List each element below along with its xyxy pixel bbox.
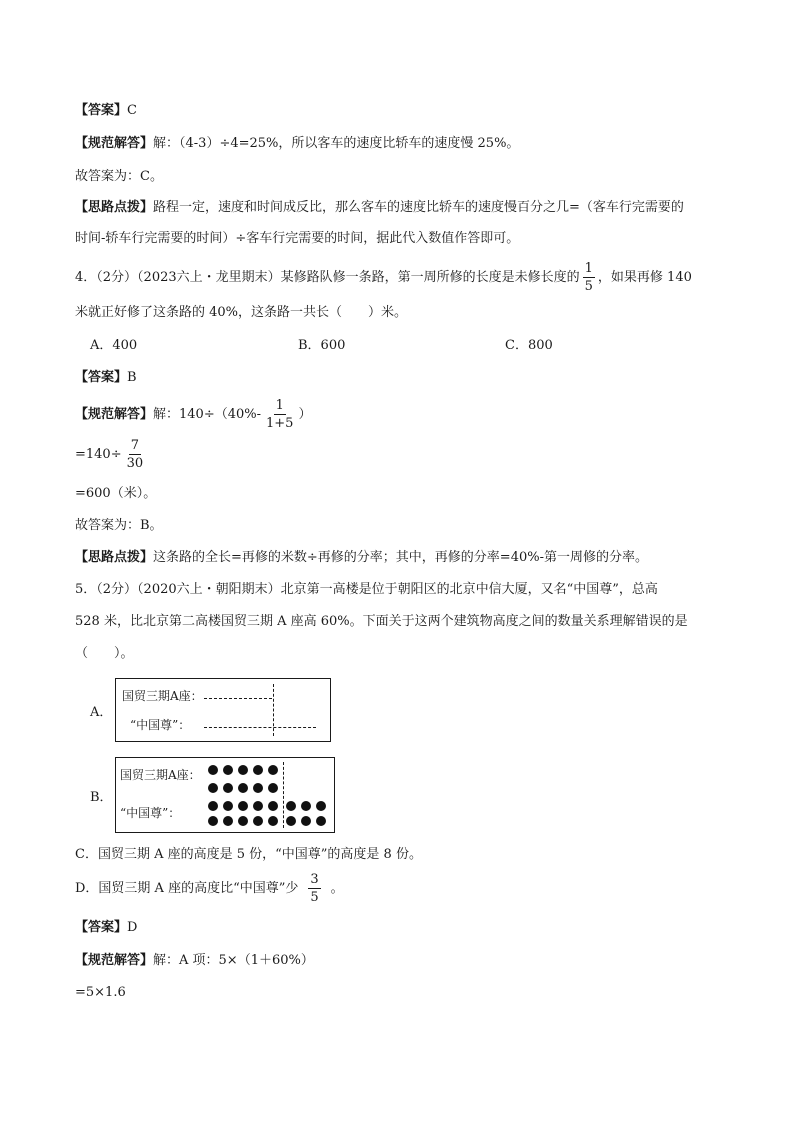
question-5-line-1: 5．（2分）（2020六上・朝阳期末）北京第一高楼是位于朝阳区的北京中信大厦，又名“中国尊”，总高 [75,582,658,597]
diagram-b-label-guomao: 国贸三期A座： [120,768,201,782]
guomao-dot [253,765,263,775]
conclusion-line: 故答案为：C。 [75,169,163,184]
q4-answer-text: B [127,370,137,385]
diagram-a-divider [273,684,274,736]
q4-sol-l2a: =140÷ [75,447,122,462]
question-5-line-2: 528 米，比北京第二高楼国贸三期 A 座高 60%。下面关于这两个建筑物高度之间的数量关系理解错误的是 [75,614,688,629]
q5-option-d-b: 。 [330,881,344,896]
guomao-dot [208,765,218,775]
q4-option-b: B．600 [298,338,346,353]
q5-answer-tag: 【答案】 [75,920,128,935]
zhongguozun-dot [253,816,263,826]
q4-tip-line [75,548,648,568]
zhongguozun-dot [268,816,278,826]
zhongguozun-dot [286,816,296,826]
question-4-line-2: 米就正好修了这条路的 40%，这条路一共长（ ）米。 [75,305,408,320]
q4-solution-a: 解：140÷（40%- [153,407,262,422]
guomao-dot [223,765,233,775]
q5-optd-den: 5 [310,890,319,905]
solution-line [75,134,519,154]
q4-conclusion-line: 故答案为：B。 [75,518,163,533]
zhongguozun-dot [316,801,326,811]
q5-option-a-diagram [115,678,331,742]
answer-tag: 【答案】 [75,103,128,118]
q4-solution-b: ） [298,407,312,422]
diagram-a-bar-zhongguozun [204,727,316,728]
q5-optd-num: 3 [310,872,319,887]
diagram-b-label-zhongguozun: “中国尊”： [120,806,181,820]
q5-answer-text: D [127,920,138,935]
q4-tip-tag: 【思路点拨】 [75,550,154,565]
zhongguozun-dot [286,801,296,811]
q4-frac-num: 1 [584,261,593,276]
q4-tip-text: 这条路的全长=再修的米数÷再修的分率；其中，再修的分率=40%-第一周修的分率。 [153,550,648,565]
q5-option-a-label: A． [90,705,113,720]
tip-text: 路程一定，速度和时间成反比，那么客车的速度比轿车的速度慢百分之几=（客车行完需要的 [153,200,684,215]
answer-text: C [127,103,137,118]
answer-line [75,101,137,121]
zhongguozun-dot [208,816,218,826]
q4-solution-line-1 [75,397,311,433]
q4-sol-l2-num: 7 [130,438,140,453]
tip-line-2: 时间-轿车行完需要的时间）÷客车行完需要的时间，据此代入数值作答即可。 [75,231,520,246]
q4-option-a: A．400 [90,338,138,353]
q4-solution-fraction [264,399,295,430]
q5-option-d [75,871,344,907]
guomao-dot [238,765,248,775]
zhongguozun-dot [316,816,326,826]
solution-tag: 【规范解答】 [75,136,154,151]
guomao-dot [223,783,233,793]
q4-text-b: ，如果再修 140 [597,270,692,285]
q4-solution-line-3: =600（米）。 [75,486,157,501]
diagram-b-divider [283,762,284,828]
zhongguozun-dot [253,801,263,811]
solution-text: 解：（4-3）÷4=25%，所以客车的速度比轿车的速度慢 25%。 [153,136,520,151]
zhongguozun-dot [268,801,278,811]
q4-answer-tag: 【答案】 [75,370,128,385]
q4-sol-frac-num: 1 [275,398,284,413]
zhongguozun-dot [223,816,233,826]
q4-sol-l2-den: 30 [126,456,144,471]
diagram-a-label-zhongguozun: “中国尊”： [130,718,191,732]
q5-option-d-a: D．国贸三期 A 座的高度比“中国尊”少 [75,881,299,896]
guomao-dot [208,783,218,793]
q5-option-c: C．国贸三期 A 座的高度是 5 份，“中国尊”的高度是 8 份。 [75,847,422,862]
zhongguozun-dot [238,801,248,811]
q4-solution-tag: 【规范解答】 [75,407,154,422]
diagram-a-label-guomao: 国贸三期A座： [122,689,203,703]
q4-answer-line [75,368,137,388]
q5-solution-text: 解：A 项：5×（1＋60%） [153,953,314,968]
q4-option-c: C．800 [505,338,553,353]
zhongguozun-dot [238,816,248,826]
zhongguozun-dot [208,801,218,811]
q4-fraction [583,262,595,293]
zhongguozun-dot [301,816,311,826]
question-5-line-3: （ ）。 [75,646,134,661]
q4-sol-l2-fraction [125,439,146,470]
q5-option-b-diagram [115,757,335,833]
q5-answer-line [75,918,137,938]
diagram-a-bar-guomao [204,698,272,699]
q4-solution-line-2 [75,437,148,473]
q5-option-d-fraction [308,873,320,904]
q4-frac-den: 5 [584,279,593,294]
q5-option-b-label: B． [90,790,113,805]
guomao-dot [268,765,278,775]
q5-solution-tag: 【规范解答】 [75,953,154,968]
zhongguozun-dot [301,801,311,811]
zhongguozun-dot [223,801,233,811]
tip-line [75,198,684,218]
guomao-dot [238,783,248,793]
q4-text-a: 4．（2分）（2023六上・龙里期末）某修路队修一条路，第一周所修的长度是未修长度的 [75,270,580,285]
guomao-dot [268,783,278,793]
guomao-dot [253,783,263,793]
q5-solution-line-2: =5×1.6 [75,985,126,1000]
q4-sol-frac-den: 1+5 [266,416,294,431]
tip-tag: 【思路点拨】 [75,200,154,215]
q5-solution-line-1 [75,951,314,971]
question-4-line-1 [75,262,692,293]
